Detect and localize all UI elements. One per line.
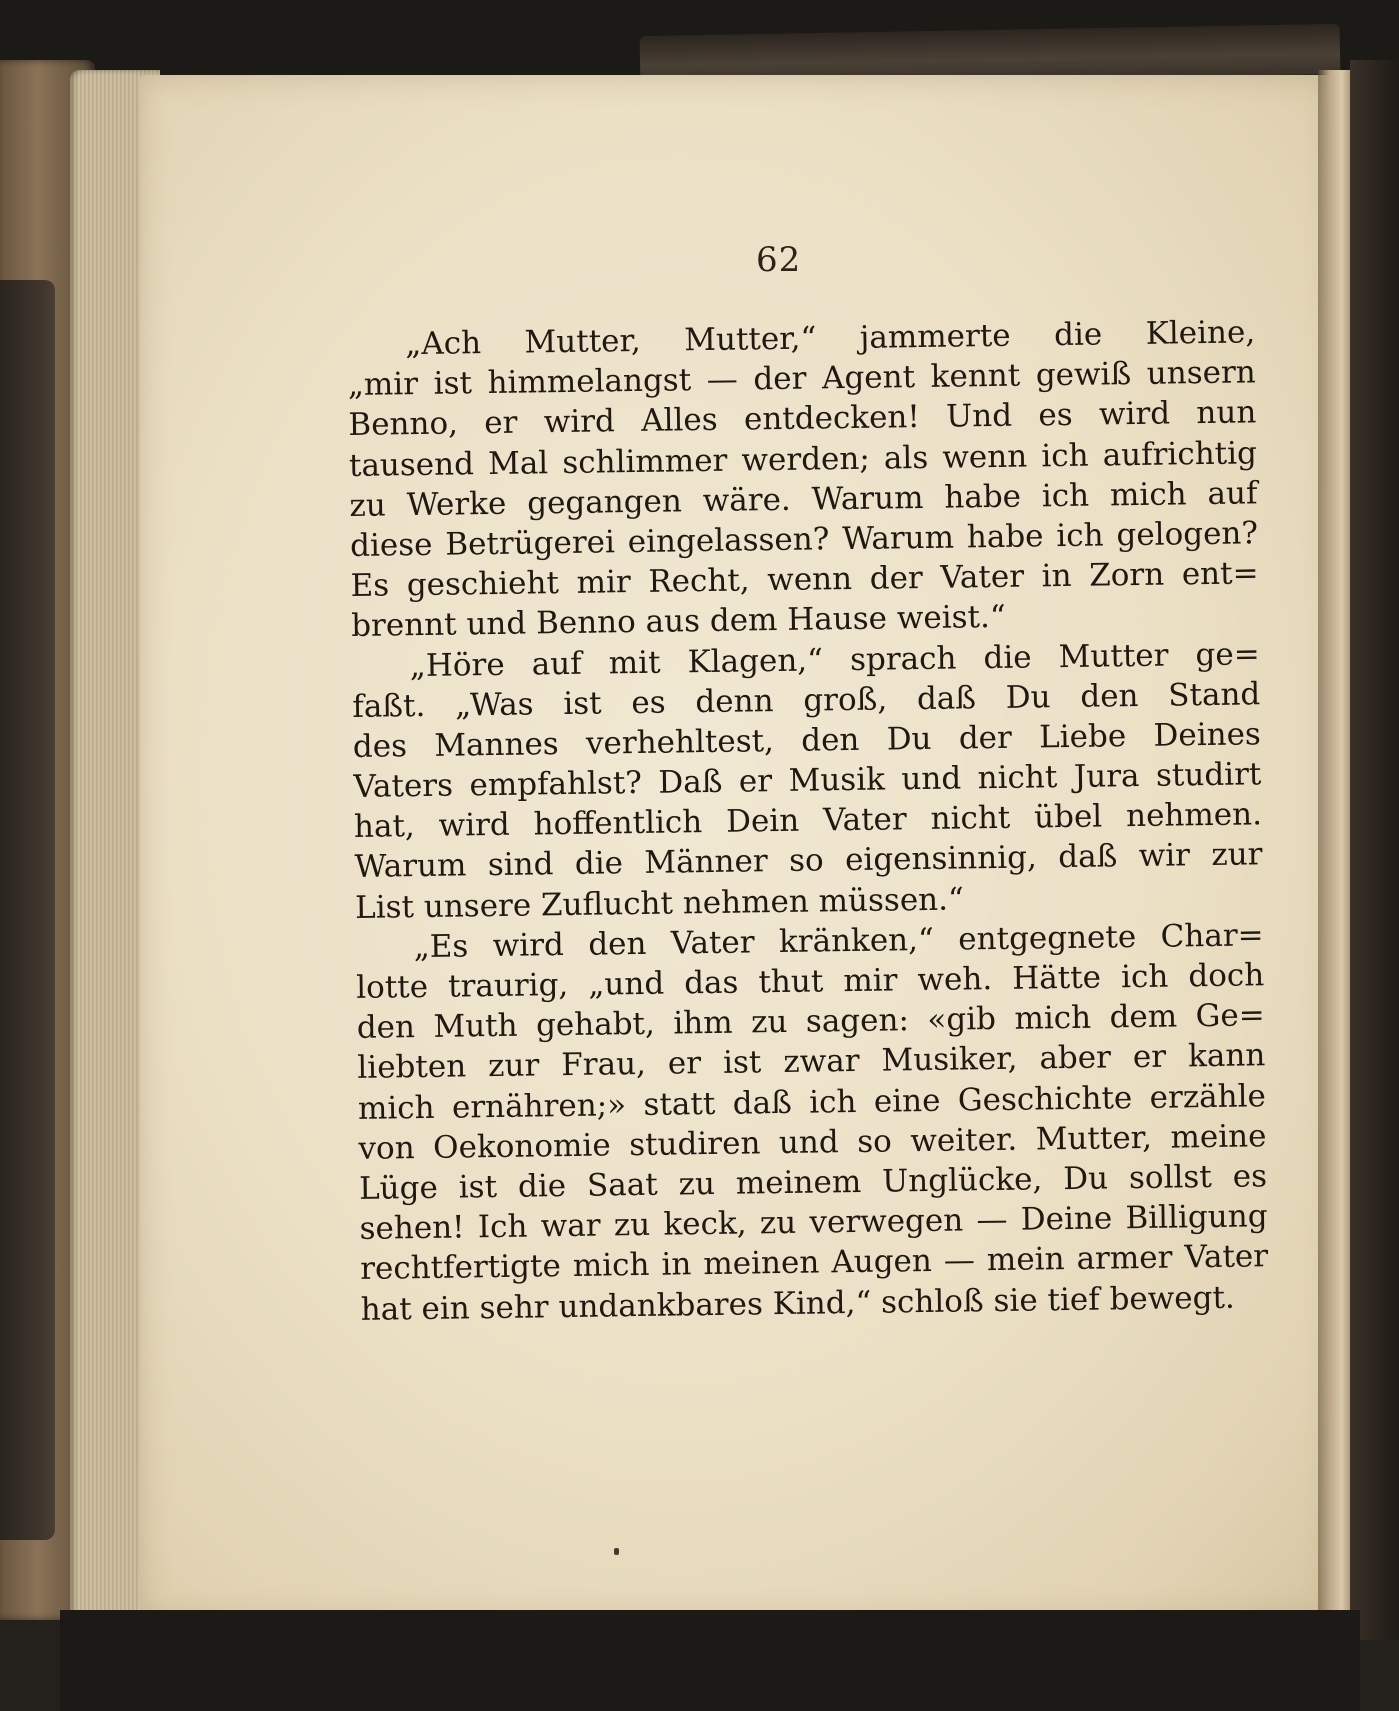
text-line: Vaters empfahlst? Daß er Musik und nicht Jura studirt bbox=[353, 756, 1262, 806]
bottom-shadow bbox=[60, 1610, 1360, 1711]
text-line: tausend Mal schlimmer werden; als wenn ich aufrichtig bbox=[348, 434, 1258, 484]
text-line: hat, wird hoffentlich Dein Vater nicht übel nehmen. bbox=[353, 796, 1263, 846]
text-line: faßt. „Was ist es denn groß, daß Du den Stand bbox=[352, 675, 1261, 725]
text-line: „Es wird den Vater kränken,“ entgegnete Char= bbox=[413, 917, 1264, 965]
text-line: des Mannes verhehltest, den Du der Liebe Deines bbox=[352, 716, 1262, 765]
text-line: brennt und Benno aus dem Hause weist.“ bbox=[350, 599, 1006, 645]
paragraph bbox=[351, 634, 1263, 928]
text-line: zu Werke gegangen wäre. Warum habe ich mich auf bbox=[349, 475, 1258, 524]
text-line: diese Betrügerei eingelassen? Warum habe ich gelogen? bbox=[349, 515, 1259, 564]
facing-page-edge bbox=[1350, 60, 1399, 1640]
text-line: hat ein sehr undankbares Kind,“ schloß sie tief bewegt. bbox=[360, 1279, 1236, 1328]
page-number: 62 bbox=[756, 240, 802, 280]
text-line: den Muth gehabt, ihm zu sagen: «gib mich dem Ge= bbox=[356, 997, 1265, 1047]
text-line: „Ach Mutter, Mutter,“ jammerte die Kleine, bbox=[405, 314, 1256, 363]
body-text bbox=[347, 312, 1269, 1329]
text-line: lotte traurig, „und das thut mir weh. Hätte ich doch bbox=[356, 957, 1265, 1006]
text-line: Warum sind die Männer so eigensinnig, daß wir zur bbox=[354, 836, 1263, 886]
page-gutter bbox=[1318, 70, 1352, 1630]
text-line: „mir ist himmelangst — der Agent kennt gewiß unsern bbox=[347, 354, 1257, 404]
text-line: Es geschieht mir Recht, wenn der Vater in Zorn ent= bbox=[350, 555, 1259, 605]
text-line: List unsere Zuflucht nehmen müssen.“ bbox=[354, 881, 965, 926]
text-line: Lüge ist die Saat zu meinem Unglücke, Du sollst es bbox=[358, 1158, 1268, 1207]
text-line: von Oekonomie studiren und so weiter. Mutter, meine bbox=[358, 1117, 1267, 1167]
paper-blemish bbox=[614, 1548, 619, 1555]
text-line: „Höre auf mit Klagen,“ sprach die Mutter ge= bbox=[409, 635, 1260, 684]
paragraph bbox=[347, 312, 1259, 646]
paragraph bbox=[355, 915, 1269, 1330]
text-line: rechtfertigte mich in meinen Augen — mein armer Vater bbox=[359, 1238, 1269, 1288]
text-line: sehen! Ich war zu keck, zu verwegen — Deine Billigung bbox=[359, 1198, 1268, 1248]
book-spine-shadow bbox=[0, 280, 55, 1540]
text-line: liebten zur Frau, er ist zwar Musiker, aber er kann bbox=[357, 1037, 1266, 1087]
text-line: mich ernähren;» statt daß ich eine Geschichte erzähle bbox=[357, 1077, 1267, 1127]
text-line: Benno, er wird Alles entdecken! Und es wird nun bbox=[348, 394, 1257, 444]
